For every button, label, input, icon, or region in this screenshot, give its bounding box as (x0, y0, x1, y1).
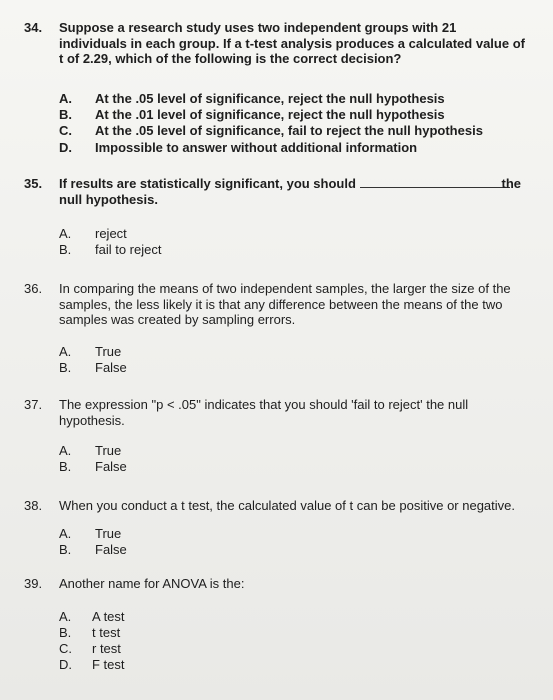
option-a[interactable] (59, 226, 127, 242)
option-a[interactable] (59, 526, 121, 542)
option-letter: B. (59, 625, 72, 640)
option-b[interactable] (59, 360, 127, 376)
option-text: At the .05 level of significance, reject the null hypothesis (95, 91, 445, 106)
option-letter: A. (59, 91, 72, 106)
option-b[interactable] (59, 242, 161, 258)
option-text: reject (95, 226, 127, 241)
option-letter: B. (59, 242, 72, 257)
option-b[interactable] (59, 542, 127, 558)
option-text: t test (92, 625, 121, 640)
option-a[interactable] (59, 91, 445, 107)
option-letter: A. (59, 226, 72, 241)
option-text: Impossible to answer without additional information (95, 140, 418, 155)
question-number: 35. (24, 176, 43, 191)
question-text-before: If results are statistically significant, you should (59, 176, 356, 191)
option-text: True (95, 526, 122, 541)
option-d[interactable] (59, 657, 125, 673)
option-text: F test (92, 657, 125, 672)
option-text: fail to reject (95, 242, 162, 257)
option-text: r test (92, 641, 121, 656)
option-letter: C. (59, 641, 72, 656)
option-a[interactable] (59, 344, 121, 360)
question-number: 39. (24, 576, 43, 591)
question-number: 36. (24, 281, 43, 296)
question-text: When you conduct a t test, the calculated value of t can be positive or negative. (59, 498, 515, 513)
option-letter: B. (59, 542, 72, 557)
option-b[interactable] (59, 625, 120, 641)
question-text-line2: null hypothesis. (59, 191, 158, 207)
option-text: False (95, 360, 127, 375)
option-letter: B. (59, 107, 72, 122)
question-text-after: the (501, 176, 521, 191)
option-text: False (95, 542, 127, 557)
option-text: At the .01 level of significance, reject the null hypothesis (95, 107, 445, 122)
question-text: In comparing the means of two independent samples, the larger the size of the samples, the less likely it is that any difference between the means of the two samples was created by sampling errors. (59, 281, 511, 327)
option-letter: D. (59, 140, 72, 155)
question-text: Another name for ANOVA is the: (59, 576, 245, 591)
option-letter: B. (59, 459, 72, 474)
option-b[interactable] (59, 459, 127, 475)
option-letter: A. (59, 609, 72, 624)
option-letter: C. (59, 123, 72, 138)
question-text: The expression "p < .05" indicates that you should 'fail to reject' the null hypothesis. (59, 397, 469, 428)
option-text: True (95, 443, 122, 458)
option-text: True (95, 344, 122, 359)
option-text: False (95, 459, 127, 474)
option-c[interactable] (59, 641, 121, 657)
option-letter: A. (59, 443, 72, 458)
question-number: 37. (24, 397, 43, 412)
question-number: 38. (24, 498, 43, 513)
option-text: A test (92, 609, 125, 624)
option-b[interactable] (59, 107, 445, 123)
option-letter: A. (59, 526, 72, 541)
answer-blank[interactable] (360, 176, 510, 188)
question-text: Suppose a research study uses two independent groups with 21 individuals in each group. If a t-test analysis produces a calculated value of t of 2.29, which of the following is the correct decision? (59, 20, 525, 66)
option-a[interactable] (59, 609, 125, 625)
option-letter: B. (59, 360, 72, 375)
option-d[interactable] (59, 140, 417, 156)
option-letter: A. (59, 344, 72, 359)
option-c[interactable] (59, 123, 483, 139)
option-text: At the .05 level of significance, fail to reject the null hypothesis (95, 123, 483, 138)
option-letter: D. (59, 657, 72, 672)
question-number: 34. (24, 20, 43, 35)
option-a[interactable] (59, 443, 121, 459)
question-text (59, 176, 529, 207)
